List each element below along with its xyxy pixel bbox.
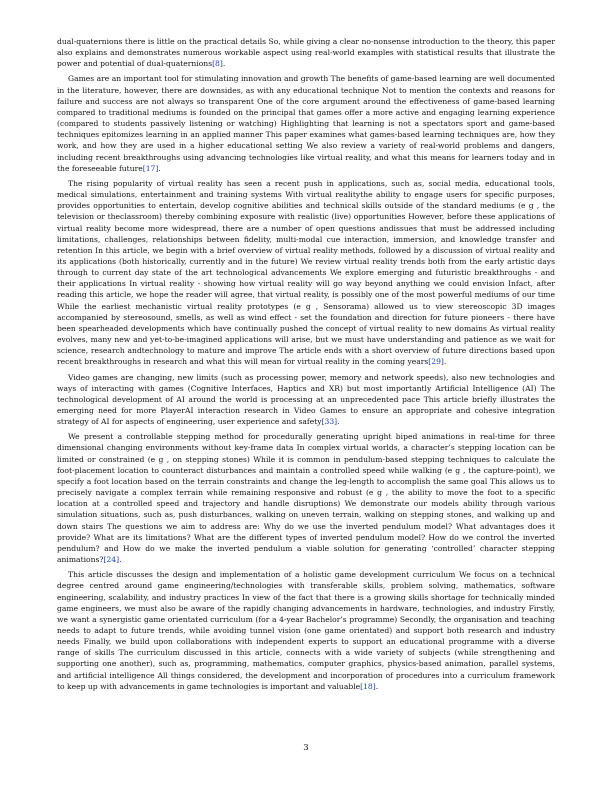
article-body (57, 36, 555, 696)
paragraph-text: This article discusses the design and implementation of a holistic game development curriculum We focus on a technical degree centred around game engineering/technologies with transferable skills, problem solving, mathematics, software engineering, scalability, and industry practices In view of the fact that there is a growing skills shortage for technically minded game engineers, we must also be aware of the rapidly changing advancements in hardware, technologies, and industry Firstly, we want a synergistic game orientated curriculum (for a 4-year Bachelor’s programme) Secondly, the organisation and teaching needs to adapt to future trends, while avoiding tunnel vision (one game orientated) and support both research and industry needs Finally, we build upon collaborations with independent experts to support an educational programme with a diverse range of skills The curriculum discussed in this article, connects with a wide variety of subjects (while strengthening and supporting one another), such as, programming, mathematics, computer graphics, physics-based animation, parallel systems, and artificial intelligence All things considered, the development and incorporation of procedures into a curriculum framework to keep up with advancements in game technologies is important and valuable (57, 570, 555, 691)
paragraph-text: We present a controllable stepping method for procedurally generating upright biped animations in real-time for three dimensional changing environments without key-frame data In complex virtual worlds, a character’s stepping location can be limited or constrained (e g , on stepping stones) While it is common in pendulum-based stepping techniques to calculate the foot-placement location to counteract disturbances and maintain a controlled speed while walking (e g , the capture-point), we specify a foot location based on the terrain constraints and change the leg-length to accomplish the same goal This allows us to precisely navigate a complex terrain while remaining responsive and robust (e g , the ability to move the foot to a specific location at a controlled speed and trajectory and handle disruptions) We demonstrate our models ability through various simulation situations, such as, push disturbances, walking on uneven terrain, walking on stepping stones, and walking up and down stairs The questions we aim to address are: Why do we use the inverted pendulum model? What advantages does it provide? What are its limitations? What are the different types of inverted pendulum model? How do we control the inverted pendulum? and How do we make the inverted pendulum a viable solution for generating ‘controlled’ character stepping animations? (57, 432, 555, 565)
paragraph-text: dual-quaternions there is little on the practical details So, while giving a clear no-nonsense introduction to the theory, this paper also explains and demonstrates numerous workable aspect using real-world examples with statistical results that illustrate the power and potential of dual-quaternions (57, 37, 555, 69)
paragraph-text: Games are an important tool for stimulating innovation and growth The benefits of game-based learning are well documented in the literature, however, there are downsides, as with any educational technique Not to mention the contexts and reasons for failure and success are not always so transparent One of the core argument around the effectiveness of game-based learning compared to traditional mediums is founded on the principal that games offer a more active and engaging learning experience (compared to students passively listening or watching) Highlighting that learning is not a spectators sport and game-based techniques epitomizes learning in an applied manner This paper examines what games-based learning techniques are, how they work, and how they are used in a higher educational setting We also review a variety of real-world problems and dangers, including recent breakthroughs using advancing technologies like virtual reality, and what this means for learners today and in the foreseeable future (57, 74, 555, 173)
paragraph-end: . (443, 357, 447, 367)
paragraph (57, 431, 555, 565)
citation-link[interactable]: [8] (212, 59, 223, 69)
paragraph-end: . (158, 163, 161, 173)
citation-link[interactable]: [29] (428, 357, 444, 367)
paragraph-end: . (119, 555, 122, 565)
paragraph-text: The rising popularity of virtual reality has seen a recent push in applications, such as, social media, educational tools, medical simulations, entertainment and training systems With virtual realitythe ability to engage users for specific purposes, provides opportunities to entertain, develop cognitive abilities and technical skills outside of the standard mediums (e g , the television or theclassroom) thereby combining exposure with realistic (live) opportunities However, before these applications of virtual reality become more widespread, there are a number of open questions andissues that must be addressed including limitations, challenges, relationships between fidelity, multi-modal cue interaction, immersion, and knowledge transfer and retention In this article, we begin with a brief overview of virtual reality methods, followed by a discussion of virtual reality and its applications (both historically, currently and in the future) We review virtual reality trends both from the early artistic days through to current day state of the art technological advancements We explore emerging and futuristic breakthroughs - and their applications In virtual reality - showing how virtual reality will go way beyond anything we could envision Infact, after reading this article, we hope the reader will agree, that virtual reality, is possibly one of the most powerful mediums of our time While the earliest mechanistic virtual reality prototypes (e g , Sensorama) allowed us to view stereoscopic 3D images accompanied by stereosound, smells, as well as wind effect - set the foundation and direction for future pioneers - there have been spearheaded developments which have continually pushed the concept of virtual reality to new domains As virtual reality evolves, many new and yet-to-be-imagined applications will arise, but we must have understanding and patience as we wait for science, research andtechnology to mature and improve The article ends with a short overview of future directions based upon recent breakthroughs in research and what this will mean for virtual reality in the coming years (57, 178, 555, 367)
paragraph (57, 73, 555, 173)
paragraph (57, 178, 555, 368)
citation-link[interactable]: [24] (103, 555, 120, 565)
page-number: 3 (303, 743, 309, 753)
paragraph (57, 36, 555, 69)
paragraph (57, 372, 555, 428)
citation-link[interactable]: [17] (142, 163, 159, 173)
paragraph (57, 569, 555, 692)
paragraph-end: . (337, 417, 340, 427)
citation-link[interactable]: [33] (321, 417, 338, 427)
paragraph-end: . (375, 681, 379, 691)
paragraph-end: . (222, 59, 226, 69)
paragraph-text: Video games are changing, new limits (such as processing power, memory and network speeds), also new technologies and ways of interacting with games (Cognitive Interfaces, Haptics and XR) but most importantly Artificial Intelligence (AI) The technological development of AI around the world is processing at an unprecedented pace This article briefly illustrates the emerging need for more PlayerAI interaction research in Video Games to ensure an appropriate and cohesive integration strategy of AI for aspects of engineering, user experience and safety (57, 372, 555, 427)
citation-link[interactable]: [18] (360, 681, 376, 691)
